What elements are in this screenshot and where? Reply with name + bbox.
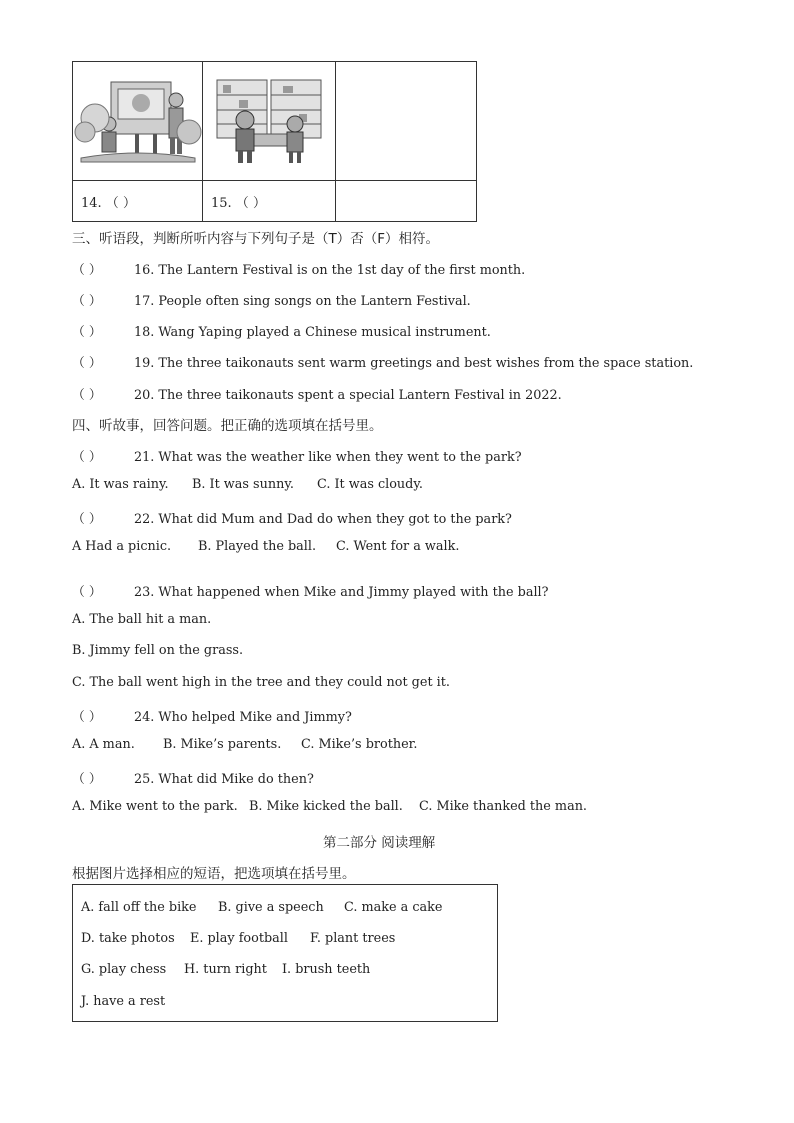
option-a: A. Mike went to the park. (72, 799, 238, 814)
answer-blank[interactable]: （ ） (72, 294, 102, 309)
options-25 (72, 799, 587, 814)
question-23 (72, 581, 549, 600)
phrase-g: G. play chess (81, 962, 167, 977)
phrase-b: B. give a speech (218, 900, 324, 915)
answer-blank[interactable]: （ ） (72, 356, 102, 371)
question-17 (72, 290, 471, 309)
part2-instruction: 根据图片选择相应的短语，把选项填在括号里。 (72, 866, 356, 882)
answer-blank[interactable]: （ ） (72, 772, 102, 787)
phrase-row-2 (81, 931, 395, 946)
answer-blank[interactable]: （ ） (72, 450, 102, 465)
phrase-row-1 (81, 900, 442, 915)
answer-blank[interactable]: （ ） (72, 325, 102, 340)
question-18 (72, 321, 491, 340)
question-text: 18. Wang Yaping played a Chinese musical instrument. (134, 325, 491, 340)
part2-title: 第二部分 阅读理解 (323, 835, 436, 851)
park-scene-picture (73, 62, 202, 176)
answer-blank[interactable]: （ ） (72, 512, 102, 527)
option-c: C. Mike thanked the man. (419, 799, 588, 814)
question-text: 22. What did Mum and Dad do when they got to the park? (134, 512, 512, 527)
question-22 (72, 508, 512, 527)
picture-15 (203, 62, 336, 181)
phrase-c: C. make a cake (344, 900, 443, 915)
options-22 (72, 539, 459, 554)
question-text: 17. People often sing songs on the Lantern Festival. (134, 294, 471, 309)
picture-table (72, 61, 477, 222)
answer-blank[interactable]: （ ） (72, 263, 102, 278)
phrase-f: F. plant trees (310, 931, 396, 946)
question-20 (72, 384, 562, 403)
phrase-a: A. fall off the bike (81, 900, 197, 915)
option-c: C. Went for a walk. (336, 539, 460, 554)
question-text: 24. Who helped Mike and Jimmy? (134, 710, 352, 725)
answer-blank[interactable]: （ ） (72, 710, 102, 725)
option-c: C. It was cloudy. (317, 477, 423, 492)
options-21 (72, 477, 423, 492)
option-a: A. A man. (72, 737, 135, 752)
phrase-box (72, 884, 498, 1022)
phrase-d: D. take photos (81, 931, 175, 946)
answer-blank[interactable]: （ ） (72, 585, 102, 600)
option-b: B. Mike kicked the ball. (249, 799, 403, 814)
question-16 (72, 259, 525, 278)
question-text: 21. What was the weather like when they went to the park? (134, 450, 522, 465)
question-21 (72, 446, 522, 465)
option-c: C. Mike’s brother. (301, 737, 418, 752)
option-b: B. Mike’s parents. (163, 737, 282, 752)
answer-blank[interactable]: （ ） (72, 388, 102, 403)
option-b: B. Played the ball. (198, 539, 317, 554)
answer-label-empty (336, 181, 477, 222)
museum-scene-picture (203, 62, 335, 176)
option-a: A. It was rainy. (72, 477, 169, 492)
option-b: B. It was sunny. (192, 477, 294, 492)
phrase-row-3 (81, 962, 370, 977)
option-23-c: C. The ball went high in the tree and they could not get it. (72, 675, 450, 690)
question-text: 23. What happened when Mike and Jimmy played with the ball? (134, 585, 549, 600)
phrase-h: H. turn right (184, 962, 267, 977)
question-text: 19. The three taikonauts sent warm greetings and best wishes from the space station. (134, 356, 694, 371)
option-23-a: A. The ball hit a man. (72, 612, 212, 627)
phrase-e: E. play football (190, 931, 288, 946)
question-24 (72, 706, 352, 725)
question-text: 16. The Lantern Festival is on the 1st day of the first month. (134, 263, 526, 278)
phrase-i: I. brush teeth (282, 962, 371, 977)
option-a: A Had a picnic. (72, 539, 172, 554)
phrase-j: J. have a rest (81, 994, 166, 1009)
options-24 (72, 737, 417, 752)
section4-heading: 四、听故事，回答问题。把正确的选项填在括号里。 (72, 418, 383, 434)
question-text: 20. The three taikonauts spent a special Lantern Festival in 2022. (134, 388, 562, 403)
answer-label-14: 14. （ ） (73, 181, 203, 222)
option-23-b: B. Jimmy fell on the grass. (72, 643, 244, 658)
question-25 (72, 768, 314, 787)
picture-empty (336, 62, 477, 181)
answer-label-15: 15. （ ） (203, 181, 336, 222)
question-text: 25. What did Mike do then? (134, 772, 314, 787)
picture-14 (73, 62, 203, 181)
section3-heading: 三、听语段，判断所听内容与下列句子是（T）否（F）相符。 (72, 231, 440, 247)
phrase-row-4 (81, 994, 165, 1009)
question-19 (72, 352, 693, 371)
